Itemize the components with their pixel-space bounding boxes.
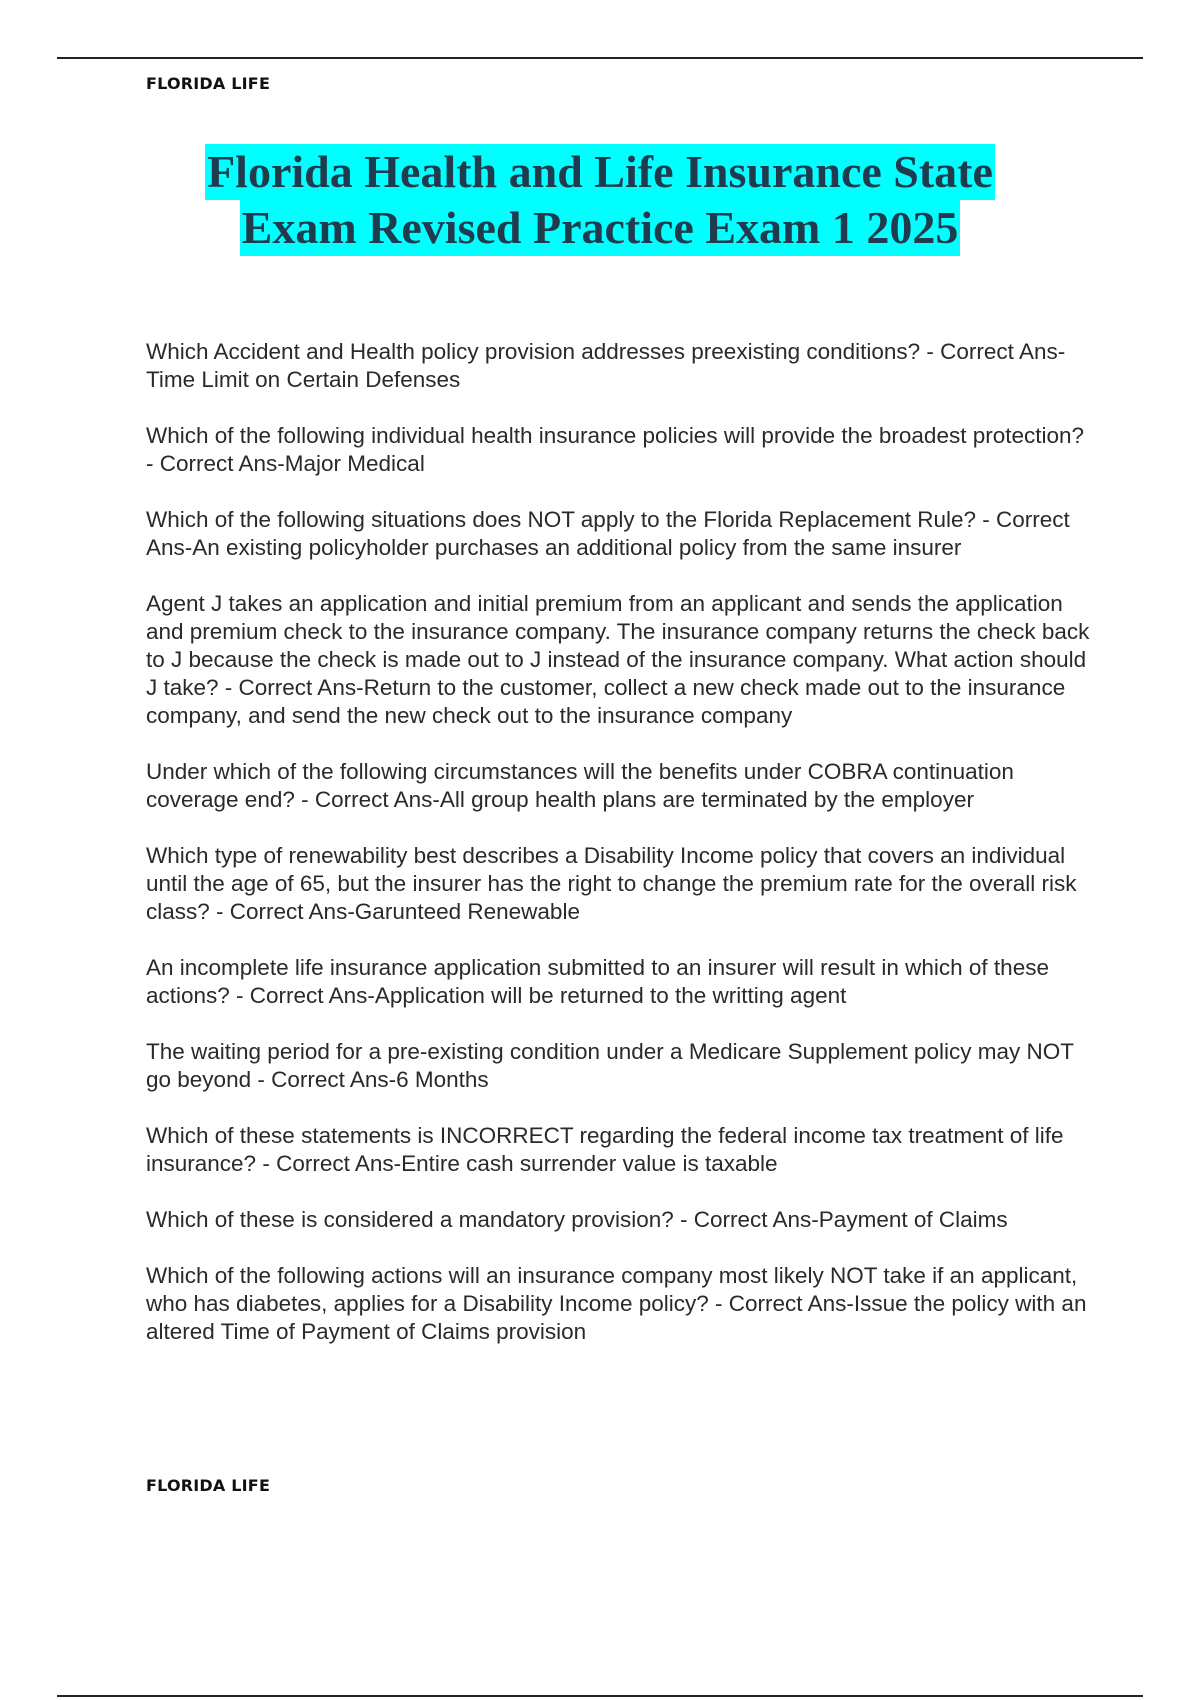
qa-item: Which type of renewability best describes a Disability Income policy that covers an individual until the age of 65, but the insurer has the right to change the premium rate for the overall risk class? - Correct Ans-Garunteed Renewable	[146, 843, 1077, 924]
running-footer: FLORIDA LIFE	[146, 1476, 271, 1495]
qa-item: Which Accident and Health policy provision addresses preexisting conditions? - Correct Ans-Time Limit on Certain Defenses	[146, 339, 1066, 392]
title-line-2: Exam Revised Practice Exam 1 2025	[240, 200, 961, 256]
title-line-1: Florida Health and Life Insurance State	[205, 144, 995, 200]
qa-item: Which of the following actions will an insurance company most likely NOT take if an applicant, who has diabetes, applies for a Disability Income policy? - Correct Ans-Issue the policy with an altered Time of Payment of Claims provision	[146, 1263, 1087, 1344]
qa-item: Under which of the following circumstances will the benefits under COBRA continuation coverage end? - Correct Ans-All group health plans are terminated by the employer	[146, 759, 1014, 812]
qa-item: Which of these is considered a mandatory provision? - Correct Ans-Payment of Claims	[146, 1207, 1008, 1232]
qa-item: Which of these statements is INCORRECT regarding the federal income tax treatment of life insurance? - Correct Ans-Entire cash surrender value is taxable	[146, 1123, 1064, 1176]
running-header: FLORIDA LIFE	[146, 74, 271, 93]
qa-item: Agent J takes an application and initial premium from an applicant and sends the application and premium check to the insurance company. The insurance company returns the check back to J because the check is made out to J instead of the insurance company. What action should J take? - Correct Ans-Return to the customer, collect a new check made out to the insurance company, and send the new check out to the insurance company	[146, 591, 1090, 728]
qa-item: Which of the following situations does NOT apply to the Florida Replacement Rule? - Correct Ans-An existing policyholder purchases an additional policy from the same insurer	[146, 507, 1070, 560]
document-title	[100, 144, 1100, 256]
qa-item: An incomplete life insurance application submitted to an insurer will result in which of these actions? - Correct Ans-Application will be returned to the writting agent	[146, 955, 1049, 1008]
qa-item: The waiting period for a pre-existing condition under a Medicare Supplement policy may NOT go beyond - Correct Ans-6 Months	[146, 1039, 1074, 1092]
footer-rule	[57, 1695, 1143, 1697]
header-rule	[57, 57, 1143, 59]
qa-item: Which of the following individual health insurance policies will provide the broadest protection? - Correct Ans-Major Medical	[146, 423, 1085, 476]
qa-list	[146, 338, 1091, 1374]
